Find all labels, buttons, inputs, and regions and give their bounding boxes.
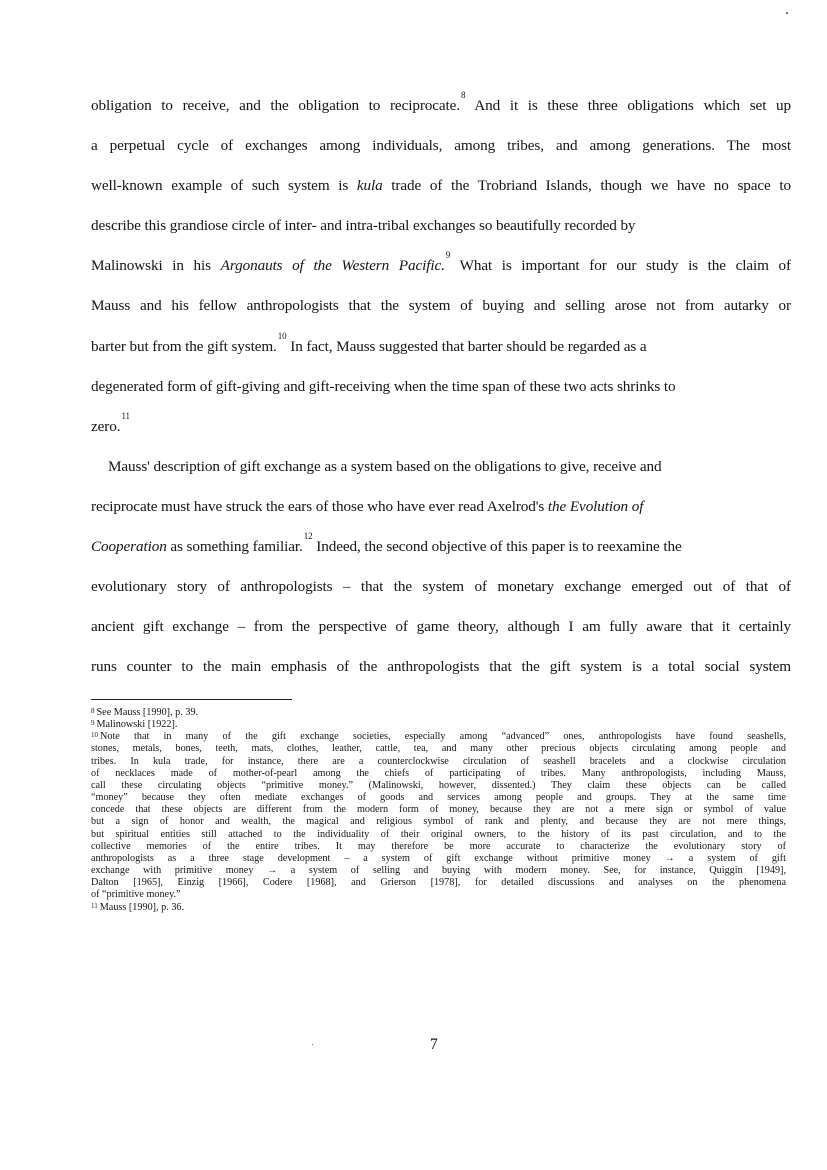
- footnote-line: tribes. In kula trade, for instance, there are a counterclockwise circulation of seashell bracelets and a clockwise circulation: [91, 755, 786, 767]
- footnote-ref-9[interactable]: 9: [445, 250, 451, 261]
- book-title: Cooperation: [91, 538, 167, 556]
- footnote-10: [91, 731, 786, 901]
- body-line: describe this grandiose circle of inter- and intra-tribal exchanges so beautifully recorded by: [91, 217, 636, 235]
- footnote-line: anthropologists as a three stage development – a system of gift exchange without primitive money → a system of gift: [91, 852, 786, 864]
- body-line: runs counter to the main emphasis of the anthropologists that the gift system is a total social system: [91, 658, 791, 676]
- footnote-line: collective memories of the entire tribes. It may therefore be more accurate to characterize the evolutionary story of: [91, 840, 786, 852]
- body-line: evolutionary story of anthropologists – that the system of monetary exchange emerged out of that of: [91, 578, 791, 596]
- body-line: zero.$^{11}$: [91, 410, 130, 435]
- footnote-ref-12[interactable]: 12: [303, 531, 313, 542]
- body-line: a perpetual cycle of exchanges among individuals, among tribes, and among generations. The most: [91, 137, 791, 155]
- body-line-paragraph-start: Mauss' description of gift exchange as a system based on the obligations to give, receive and: [108, 457, 662, 475]
- footnote-line: of necklaces made of mother-of-pearl among the chiefs of participating of tribes. Many anthropologists, including Mauss,: [91, 767, 786, 779]
- body-line: ancient gift exchange – from the perspective of game theory, although I am fully aware that it certainly: [91, 618, 791, 636]
- footnote-8: $^8$ See Mauss [1990], p. 39.: [91, 707, 199, 718]
- body-line: Malinowski in his Argonauts of the Western Pacific.$^9$ What is important for our study is the claim of: [91, 250, 791, 275]
- body-line: barter but from the gift system.$^{10}$ In fact, Mauss suggested that barter should be regarded as a: [91, 330, 647, 355]
- body-line: Mauss and his fellow anthropologists that the system of buying and selling arose not from autarky or: [91, 297, 791, 315]
- body-line: reciprocate must have struck the ears of those who have ever read Axelrod's the Evolution of: [91, 497, 644, 515]
- body-text: [91, 86, 791, 687]
- italic-term: kula: [356, 177, 383, 195]
- footnote-line: but a sign of honor and wealth, the magical and religious symbol of rank and plenty, and because they are not mere things,: [91, 816, 786, 828]
- footnote-line: exchange with primitive money → a system of selling and buying with modern money. See, for instance, Quiggin [1949],: [91, 865, 786, 877]
- page-number: 7: [430, 1036, 438, 1053]
- scan-speck: [786, 12, 788, 14]
- footnote-line: Dalton [1965], Einzig [1966], Codere [1968], and Grierson [1978], for detailed discussions and analyses on the phenomena: [91, 877, 786, 889]
- footnote-11: $^{11}$ Mauss [1990], p. 36.: [91, 901, 185, 913]
- scan-speck: [312, 1044, 313, 1045]
- footnote-separator: [91, 699, 292, 700]
- footnote-9: $^9$ Malinowski [1922].: [91, 719, 178, 731]
- footnote-ref-8[interactable]: 8: [461, 90, 466, 100]
- footnotes: [91, 707, 786, 914]
- body-line: degenerated form of gift-giving and gift-receiving when the time span of these two acts shrinks to: [91, 377, 676, 395]
- footnote-ref-10[interactable]: 10: [277, 330, 287, 341]
- footnote-ref-11[interactable]: 11: [121, 410, 130, 421]
- footnote-line: $^{10}$ Note that in many of the gift exchange societies, especially among “advanced” ones, anthropologists have found seashells,: [91, 731, 786, 743]
- footnote-line: concede that these objects are different from the modern form of money, because they are not a mere sign or symbol of value: [91, 804, 786, 816]
- footnote-line: but spiritual entities still attached to the individuality of their original owners, to the history of its past circulation, and to the: [91, 828, 786, 840]
- body-line: obligation to receive, and the obligation to reciprocate.$^8$ And it is these three obligations which set up: [91, 90, 792, 114]
- footnote-line: stones, metals, bones, teeth, mats, clothes, leather, cattle, tea, and many other precious objects circulating among people and: [91, 743, 786, 755]
- footnote-line: of “primitive money.”: [91, 889, 181, 901]
- footnote-line: call these circulating objects “primitive money.” (Malinowski, however, dissented.) They claim these objects can be called: [91, 779, 786, 791]
- body-line: well-known example of such system is kula trade of the Trobriand Islands, though we have no space to: [91, 177, 791, 195]
- footnote-line: “money” because they often mediate exchanges of goods and services among people and groups. They at the same time: [91, 792, 786, 804]
- book-title: the Evolution of: [547, 497, 644, 515]
- body-line: Cooperation as something familiar.$^{12}$ Indeed, the second objective of this paper is to reexamine the: [91, 531, 682, 556]
- book-title: Argonauts of the Western Pacific.: [220, 257, 445, 275]
